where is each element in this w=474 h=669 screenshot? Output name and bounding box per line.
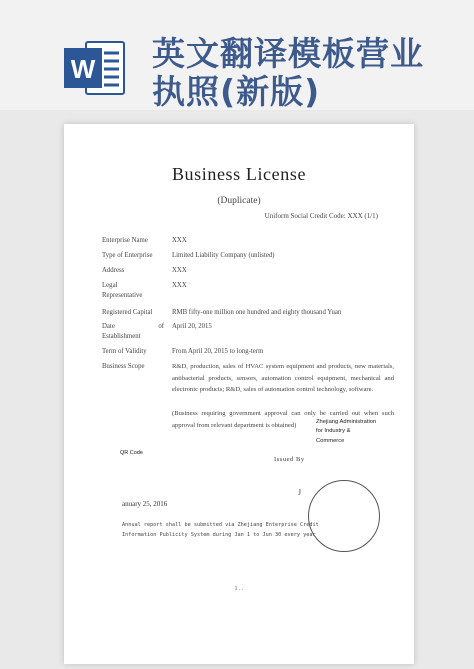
validity-value: From April 20, 2015 to long-term — [172, 348, 264, 355]
banner-title-line-2: 执照(新版) — [152, 72, 321, 111]
issuing-authority: Zhejiang Administration for Industry & Commerce — [316, 419, 377, 444]
capital-value: RMB fifty-one million one hundred and eighty thousand Yuan — [172, 309, 342, 316]
document-subtitle: (Duplicate) — [217, 196, 261, 206]
address-label: Address — [102, 267, 125, 274]
official-seal — [308, 480, 380, 552]
license-document — [64, 124, 414, 664]
legal-rep-value: XXX — [172, 282, 187, 289]
document-title: Business License — [171, 164, 307, 184]
validity-label: Term of Validity — [102, 348, 147, 355]
banner-title-line-1: 英文翻译模板营业 — [152, 34, 424, 73]
legal-rep-label-2: Representative — [102, 292, 143, 299]
enterprise-name-value: XXX — [172, 237, 187, 244]
enterprise-name-label: Enterprise Name — [102, 237, 148, 244]
qr-code-label: QR Code — [120, 450, 143, 456]
issue-date: anuary 25, 2016 — [122, 500, 168, 508]
issued-by-label: Issued By — [274, 456, 305, 463]
credit-code: Uniform Social Credit Code: XXX (1/1) — [264, 212, 378, 220]
capital-label: Registered Capital — [102, 309, 153, 316]
scope-label: Business Scope — [102, 363, 145, 370]
page-number: 1 . . — [234, 586, 244, 592]
establishment-value: April 20, 2015 — [172, 323, 212, 330]
enterprise-type-label: Type of Enterprise — [102, 252, 153, 259]
word-icon-letter: W — [70, 54, 96, 84]
scope-text: R&D, production, sales of HVAC system equipment and products, new materials, antibacterial products, sensors, automation control equipment, mechanical and electronic products; R&D, sales of automation control technology, software. — [172, 363, 394, 393]
establishment-label-word-2: of — [158, 323, 164, 330]
seal-mark: J — [298, 488, 302, 497]
annual-report-note: Annual report shall be submitted via Zhejiang Enterprise Credit Information Publicity System during Jan 1 to Jun 30 every year — [122, 522, 319, 538]
address-value: XXX — [172, 267, 187, 274]
enterprise-type-value: Limited Liability Company (unlisted) — [172, 252, 275, 259]
header-banner — [0, 0, 474, 110]
establishment-label-word-1: Date — [102, 323, 115, 330]
establishment-label-2: Establishment — [102, 333, 141, 340]
establishment-label — [102, 323, 164, 330]
word-document-icon — [62, 38, 128, 98]
legal-rep-label-1: Legal — [102, 282, 118, 289]
scope-note: (Business requiring government approval can only be carried out when such approval from relevant department is obtained) — [172, 410, 394, 429]
